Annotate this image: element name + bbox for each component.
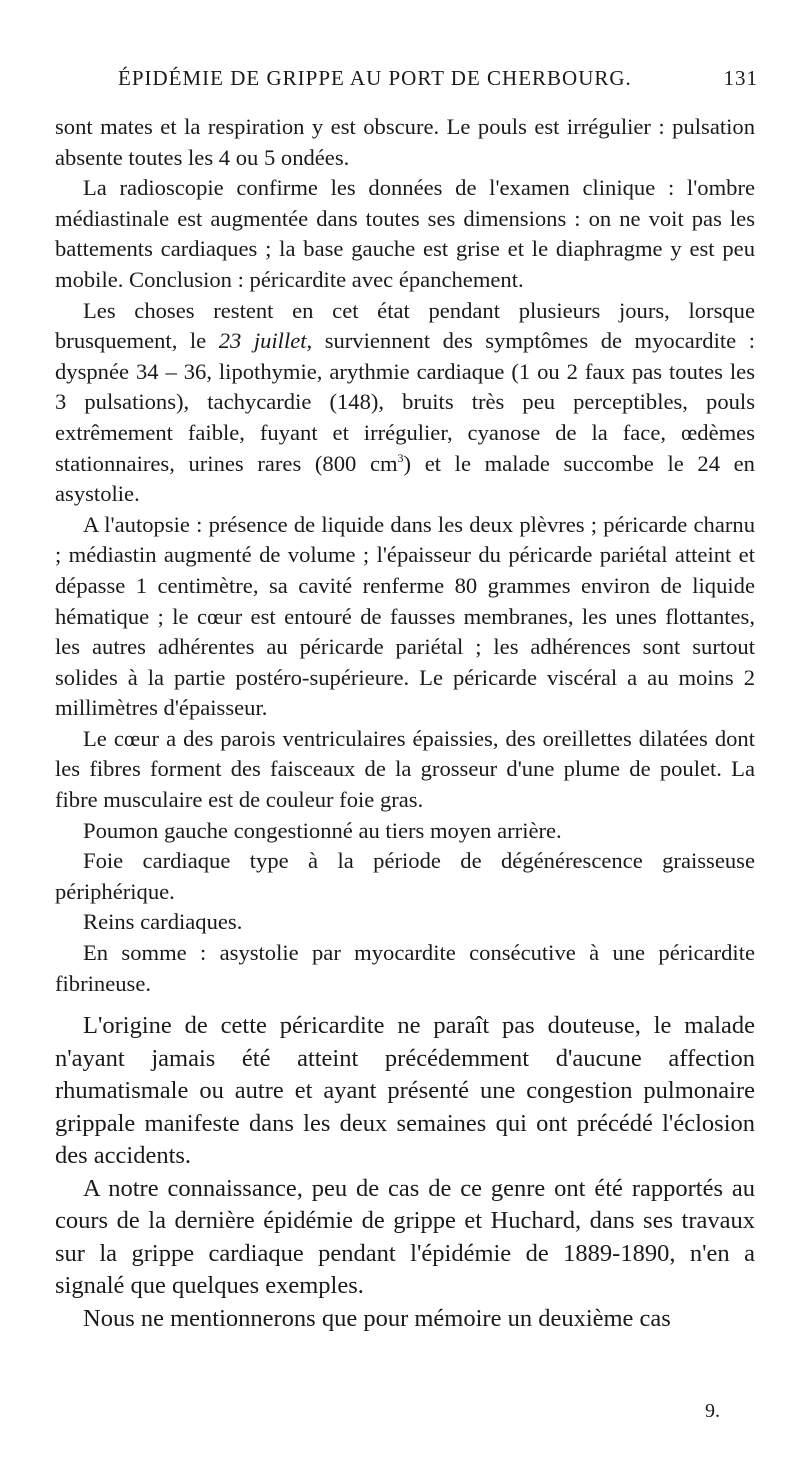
paragraph: Les choses restent en cet état pendant plusieurs jours, lorsque brusquement, le 23 juillet, surviennent des symptômes de myocardite : dyspnée 34 – 36, lipothymie, arythmie cardiaque (1 ou 2 faux pas toutes les 3 pulsations), tachycardie (148), bruits très peu perceptibles, pouls extrêmement faible, fuyant et irrégulier, cyanose de la face, œdèmes stationnaires, urines rares (800 $cm^3$) et le malade succombe le 24 en asystolie. bbox=[55, 297, 755, 507]
paragraph: A notre connaissance, peu de cas de ce genre ont été rapportés au cours de la dernière épidémie de grippe et Huchard, dans ses travaux sur la grippe cardiaque pendant l'épidémie de 1889-1890, n'en a signalé que quelques exemples. bbox=[55, 1174, 755, 1299]
paragraph: La radioscopie confirme les données de l'examen clinique : l'ombre médiastinale est augmentée dans toutes ses dimensions : on ne voit pas les battements cardiaques ; la base gauche est grise et le diaphragme y est peu mobile. Conclusion : péricardite avec épanchement. bbox=[55, 175, 755, 292]
paragraph: L'origine de cette péricardite ne paraît pas douteuse, le malade n'ayant jamais été atteint précédemment d'aucune affection rhumatismale ou autre et ayant présenté une congestion pulmonaire grippale manifeste dans les deux semaines qui ont précédé l'éclosion des accidents. bbox=[55, 1012, 755, 1169]
date-emphasis: 23 juillet bbox=[218, 328, 307, 354]
paragraph: Nous ne mentionnerons que pour mémoire un deuxième cas bbox=[83, 1304, 671, 1332]
paragraph: Le cœur a des parois ventriculaires épaissies, des oreillettes dilatées dont les fibres forment des faisceaux de la grosseur d'une plume de poulet. La fibre musculaire est de couleur foie gras. bbox=[55, 725, 755, 813]
page-number: 131 bbox=[723, 66, 758, 90]
superscript: 3 bbox=[397, 450, 404, 465]
paragraph: Poumon gauche congestionné au tiers moyen arrière. bbox=[83, 817, 562, 843]
paragraph: Reins cardiaques. bbox=[83, 909, 243, 935]
paragraph: En somme : asystolie par myocardite consécutive à une péricardite fibrineuse. bbox=[55, 940, 755, 996]
paragraph: Foie cardiaque type à la période de dégénérescence graisseuse périphérique. bbox=[55, 848, 755, 904]
signature-mark: 9. bbox=[705, 1400, 720, 1422]
running-title: ÉPIDÉMIE DE GRIPPE AU PORT DE CHERBOURG. bbox=[118, 66, 632, 90]
paragraph: A l'autopsie : présence de liquide dans les deux plèvres ; péricarde charnu ; médiastin augmenté de volume ; l'épaisseur du péricarde pariétal atteint et dépasse 1 centimètre, sa cavité renferme 80 grammes environ de liquide hématique ; le cœur est entouré de fausses membranes, les unes flottantes, les autres adhérentes au péricarde pariétal ; les adhérences sont surtout solides à la partie postéro-supérieure. Le péricarde viscéral a au moins 2 millimètres d'épaisseur. bbox=[55, 511, 755, 721]
running-head bbox=[118, 66, 758, 91]
commentary-body bbox=[55, 1010, 755, 1335]
case-report-body bbox=[55, 112, 755, 999]
paragraph: sont mates et la respiration y est obscure. Le pouls est irrégulier : pulsation absente toutes les 4 ou 5 ondées. bbox=[55, 114, 755, 170]
